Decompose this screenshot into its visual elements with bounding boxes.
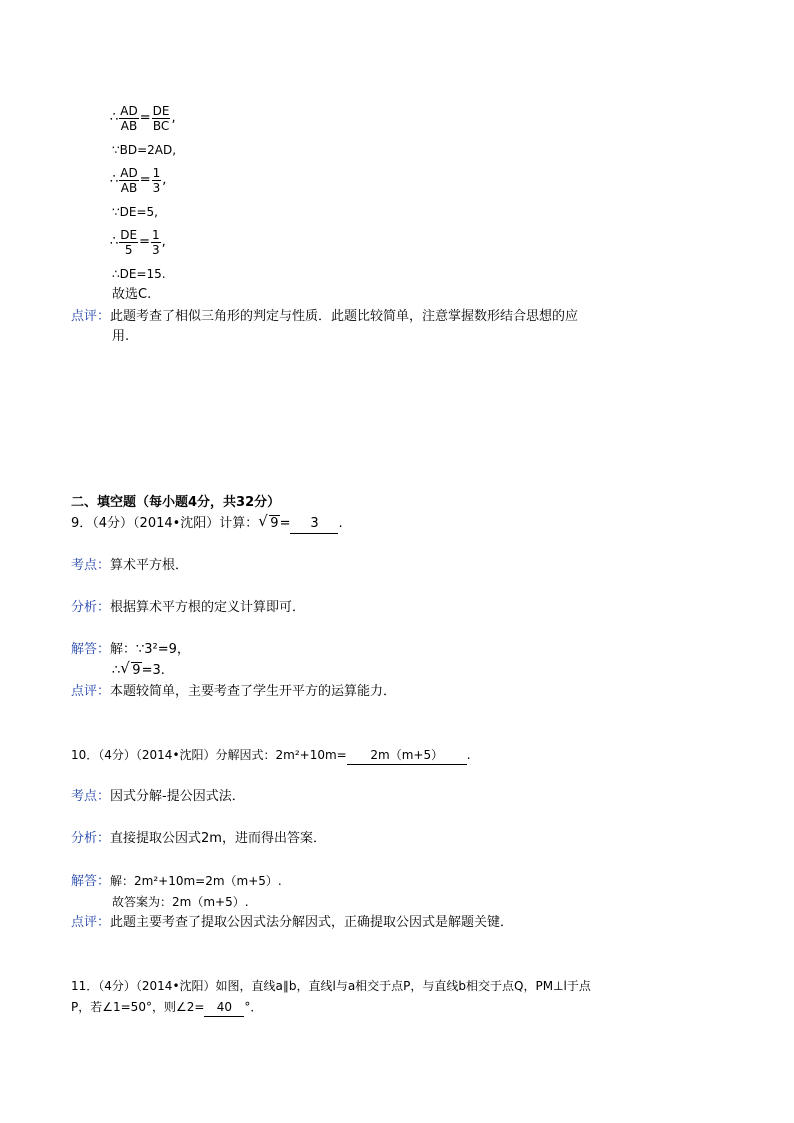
answer-blank: 40 (204, 998, 244, 1017)
question-11-stem-line2: P，若∠1=50°，则∠2= 40 °． (71, 998, 262, 1017)
dianping-label: 点评： (71, 915, 111, 930)
fraction-ad-ab: $\frac{AD}{AB}$ (120, 103, 138, 133)
jieda-text: 解：2m²+10m=2m（m+5）. (110, 874, 282, 888)
jieda-label: 解答： (71, 874, 111, 889)
kaodian-label: 考点： (71, 789, 111, 804)
solution-line-choice: 故选C. (112, 287, 152, 302)
fenxi-label: 分析： (71, 600, 111, 615)
solution-line-bd: ∵BD=2AD, (112, 143, 177, 157)
answer-blank: 3 (290, 515, 338, 534)
kaodian-text: 算术平方根． (110, 558, 189, 573)
solution-line-ratio-2: ∴ $\frac{AD}{AB}$ = $\frac{1}{3}$ , (110, 165, 167, 195)
comment-text: 此题考查了相似三角形的判定与性质．此题比较简单，注意掌握数形结合思想的应 (110, 309, 579, 324)
sqrt-expression: √ 9 (258, 512, 279, 531)
jieda-text: 解：∵3²=9， (110, 642, 190, 657)
kaodian-label: 考点： (71, 558, 111, 573)
dianping-label: 点评： (71, 684, 111, 699)
section-heading: 二、填空题（每小题4分，共32分） (71, 495, 281, 510)
fenxi-text: 根据算术平方根的定义计算即可． (110, 600, 306, 615)
fraction-one-third-2: $\frac{1}{3}$ (152, 227, 160, 257)
question-10-stem: 10．（4分）（2014•沈阳）分解因式：2m²+10m= 2m（m+5） . (71, 746, 471, 765)
solution-line-ratio-3: ∴ $\frac{DE}{5}$ = $\frac{1}{3}$ , (110, 227, 166, 257)
fenxi-label: 分析： (71, 831, 111, 846)
radical-sign-icon: √ (258, 512, 268, 530)
q10-jieda-row (71, 872, 282, 891)
radical-sign-icon: √ (120, 659, 130, 677)
q9-fenxi-row (71, 599, 305, 617)
sqrt-expression: √ 9 (120, 659, 141, 678)
comment-label: 点评： (71, 309, 111, 324)
fraction-de-5: $\frac{DE}{5}$ (120, 227, 138, 257)
answer-blank: 2m（m+5） (347, 746, 467, 765)
q10-dianping-row (71, 914, 513, 932)
q9-kaodian-row (71, 557, 188, 575)
q9-dianping-row (71, 683, 396, 701)
dianping-text: 此题主要考查了提取公因式法分解因式，正确提取公因式是解题关键． (110, 915, 514, 930)
comment-row (71, 308, 578, 326)
fraction-one-third: $\frac{1}{3}$ (152, 165, 161, 195)
kaodian-text: 因式分解-提公因式法． (110, 789, 245, 804)
solution-line-result: ∴DE=15. (112, 267, 166, 281)
comment-text-continued: 用. (112, 329, 130, 344)
question-9-stem: 9．（4分）（2014•沈阳）计算： √ 9= 3 . (71, 515, 343, 534)
fraction-ad-ab-2: $\frac{AD}{AB}$ (120, 165, 138, 195)
solution-line-ratio-1: ∴ $\frac{AD}{AB}$ = $\frac{DE}{BC}$ , (110, 103, 176, 133)
q10-fenxi-row (71, 830, 326, 848)
question-11-stem: 11．（4分）（2014•沈阳）如图，直线a∥b，直线l与a相交于点P，与直线b相交于点Q，PM⊥l于点 (71, 979, 591, 993)
jieda-label: 解答： (71, 642, 111, 657)
q10-kaodian-row (71, 788, 245, 806)
q10-jieda-line2: 故答案为：2m（m+5）. (112, 895, 249, 909)
fraction-de-bc: $\frac{DE}{BC}$ (152, 103, 170, 133)
solution-line-de: ∵DE=5, (112, 205, 158, 219)
fenxi-text: 直接提取公因式2m，进而得出答案． (110, 831, 326, 846)
q9-jieda-line2: ∴ √ 9=3. (112, 659, 165, 678)
q9-jieda-row (71, 641, 190, 659)
dianping-text: 本题较简单，主要考查了学生开平方的运算能力． (110, 684, 397, 699)
